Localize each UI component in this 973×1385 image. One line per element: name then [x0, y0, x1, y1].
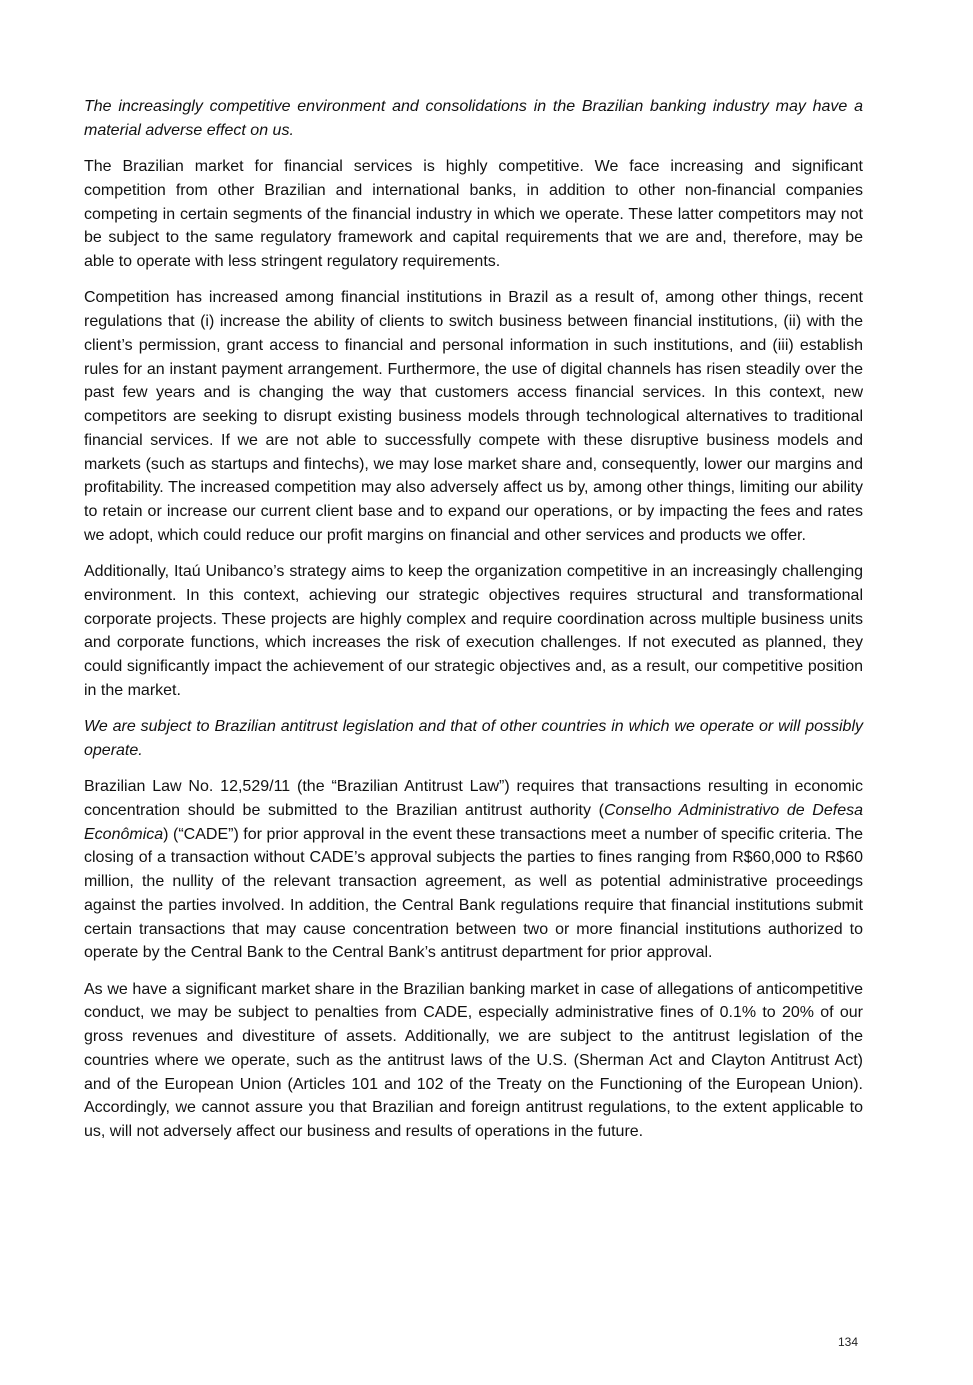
page-number: 134 — [838, 1335, 859, 1349]
italic-term: Conselho Administrativo de Defesa Econômica — [84, 801, 864, 843]
section-heading-antitrust: We are subject to Brazilian antitrust legislation and that of other countries in which we operate or will possibly operate. — [84, 718, 863, 759]
section-heading-competition: The increasingly competitive environment and consolidations in the Brazilian banking industry may have a material adverse effect on us. — [84, 98, 863, 139]
text: ) (“CADE”) for prior approval in the event these transactions meet a number of specific criteria. The closing of a transaction without CADE’s approval subjects the parties to fines ranging from R$60,000 to R$60 million, the nullity of the relevant transaction agreement, as well as potential administrative proceedings against the parties involved. In addition, the Central Bank regulations require that financial institutions submit certain transactions that may cause concentration between two or more financial institutions authorized to operate by the Central Bank to the Central Bank’s antitrust department for prior approval. — [84, 825, 863, 962]
document-body — [84, 95, 863, 1156]
text: Brazilian Law No. 12,529/11 (the “Brazilian Antitrust Law”) requires that transactions resulting in economic concentration should be submitted to the Brazilian antitrust authority ( — [84, 778, 863, 819]
paragraph: Additionally, Itaú Unibanco’s strategy aims to keep the organization competitive in an increasingly challenging environment. In this context, achieving our strategic objectives requires structural and transformational corporate projects. These projects are highly complex and require coordination across multiple business units and corporate functions, which increases the risk of execution challenges. If not executed as planned, they could significantly impact the achievement of our strategic objectives and, as a result, our competitive position in the market. — [84, 563, 863, 699]
paragraph: The Brazilian market for financial services is highly competitive. We face increasing and significant competition from other Brazilian and international banks, in addition to other non-financial companies competing in certain segments of the financial industry in which we operate. These latter competitors may not be subject to the same regulatory framework and capital requirements that we are and, therefore, may be able to operate with less stringent regulatory requirements. — [84, 158, 863, 270]
paragraph: Competition has increased among financial institutions in Brazil as a result of, among other things, recent regulations that (i) increase the ability of clients to switch business between financial institutions, (ii) with the client’s permission, grant access to financial and personal information in such institutions, and (iii) establish rules for an instant payment arrangement. Furthermore, the use of digital channels has risen steadily over the past few years and is changing the way that customers access financial services. In this context, new competitors are seeking to disrupt existing business models through technological alternatives to traditional financial services. If we are not able to successfully compete with these disruptive business models and markets (such as startups and fintechs), we may lose market share and, consequently, lower our margins and profitability. The increased competition may also adversely affect us by, among other things, limiting our ability to retain or increase our current client base and to expand our operations, or by impacting the fees and rates we adopt, which could reduce our profit margins on financial and other services and products we offer. — [84, 289, 863, 544]
paragraph-cade — [84, 775, 863, 965]
paragraph: As we have a significant market share in the Brazilian banking market in case of allegations of anticompetitive conduct, we may be subject to penalties from CADE, especially administrative fines of 0.1% to 20% of our gross revenues and divestiture of assets. Additionally, we are subject to the antitrust legislation of the countries where we operate, such as the antitrust laws of the U.S. (Sherman Act and Clayton Antitrust Act) and of the European Union (Articles 101 and 102 of the Treaty on the Functioning of the European Union). Accordingly, we cannot assure you that Brazilian and foreign antitrust regulations, to the extent applicable to us, will not adversely affect our business and results of operations in the future. — [84, 980, 863, 1140]
